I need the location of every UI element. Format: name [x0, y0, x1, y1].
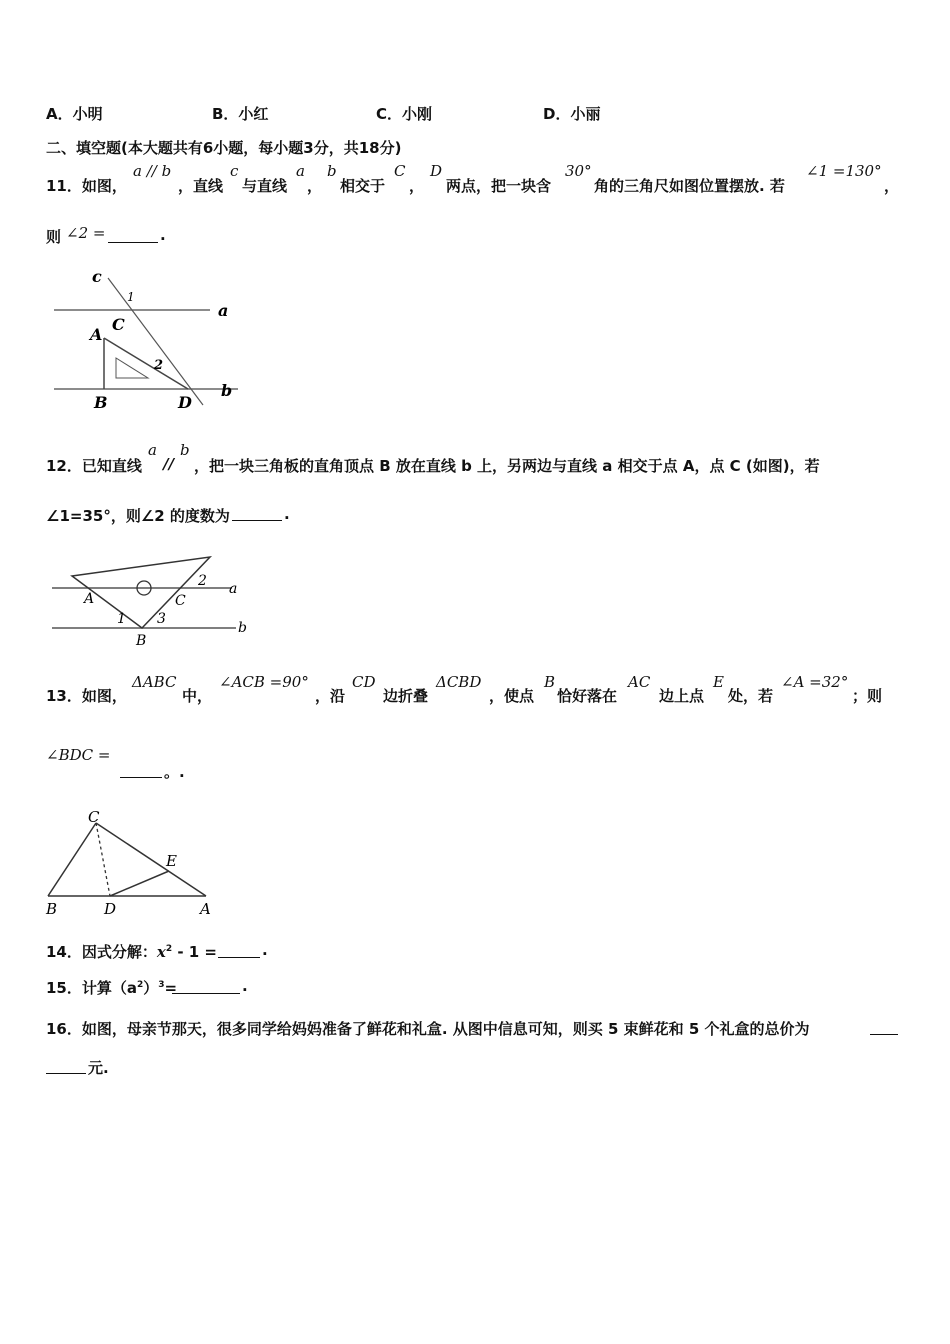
q13-text: 边折叠 — [383, 687, 429, 705]
q15-mid: ） — [143, 979, 159, 997]
q14-end: . — [262, 941, 268, 959]
q14-rest: - 1 = — [172, 943, 217, 961]
q14-exponent: 2 — [165, 944, 173, 954]
fig11-label-1: 1 — [127, 290, 135, 304]
triangle-hypotenuse — [104, 338, 188, 389]
q13-text: 中， — [182, 687, 213, 705]
fig12-label-C: C — [175, 593, 186, 609]
fig12-label-2: 2 — [198, 573, 207, 589]
fig11-label-D: D — [178, 393, 192, 412]
q11-number: 11．如图， — [46, 177, 127, 195]
fig13-label-D: D — [104, 900, 117, 918]
q13-text: ，使点 — [489, 687, 535, 705]
q12-math-b: b — [180, 441, 190, 459]
choice-d[interactable]: D．小丽 — [543, 105, 601, 123]
side-CA — [96, 823, 206, 896]
section-title: 二、填空题(本大题共有6小题，每小题3分，共18分) — [46, 139, 402, 157]
fig11-label-C: C — [112, 315, 125, 334]
segment-DE — [110, 871, 169, 896]
q11-figure — [48, 262, 248, 414]
fig11-label-a: a — [218, 301, 229, 320]
q16-line1: 16．如图，母亲节那天，很多同学给妈妈准备了鲜花和礼盒. 从图中信息可知，则买 5 束鲜花和 5 个礼盒的总价为 — [46, 1020, 810, 1038]
fig12-label-1: 1 — [117, 611, 126, 627]
q13-answer-blank[interactable] — [120, 761, 162, 780]
q13-math-B: B — [544, 673, 556, 691]
q11-math-angle2: ∠2 = — [66, 224, 106, 242]
q11-text: ，直线 — [178, 177, 224, 195]
q11-text: ， — [307, 177, 323, 195]
fig12-label-A: A — [84, 591, 95, 607]
fig11-label-b: b — [221, 381, 233, 400]
fig13-label-B: B — [46, 900, 58, 918]
q11-text: ， — [409, 177, 425, 195]
line-c — [108, 278, 203, 405]
q12-answer-blank[interactable] — [232, 504, 282, 523]
choice-b[interactable]: B．小红 — [212, 105, 269, 123]
q12-text: ，把一块三角板的直角顶点 B 放在直线 b 上，另两边与直线 a 相交于点 A，点 C (如图)，若 — [194, 457, 820, 475]
q11-text: 角的三角尺如图位置摆放. 若 — [594, 177, 785, 195]
fig13-label-E: E — [166, 852, 177, 870]
q15-end: . — [242, 977, 248, 995]
q16-line2-end: 元. — [88, 1059, 109, 1077]
q14-line — [46, 941, 217, 962]
q11-math-angle1: ∠1 =130° — [806, 162, 882, 180]
q13-end: 。. — [164, 763, 185, 781]
fig12-label-a: a — [229, 581, 238, 597]
q11-math-c: c — [230, 162, 239, 180]
q13-text: 恰好落在 — [557, 687, 618, 705]
q11-math-C: C — [394, 162, 406, 180]
q15-exponent-1: 2 — [137, 980, 144, 990]
fig13-label-C: C — [88, 808, 100, 826]
q11-text: 与直线 — [242, 177, 288, 195]
q11-math-30: 30° — [565, 162, 592, 180]
q14-text: 14．因式分解： — [46, 943, 157, 961]
q13-number: 13．如图， — [46, 687, 127, 705]
q13-text: ，沿 — [315, 687, 346, 705]
q11-text: ， — [884, 177, 900, 195]
fold-CD — [96, 823, 110, 896]
q15-exponent-2: 3 — [158, 980, 165, 990]
q13-figure — [42, 806, 222, 918]
q11-math-b: b — [327, 162, 337, 180]
q15-line — [46, 977, 177, 998]
q11-answer-blank[interactable] — [108, 226, 158, 245]
q16-answer-blank-2[interactable] — [46, 1057, 86, 1076]
fig11-label-B: B — [94, 393, 108, 412]
q13-math-angle: ∠ACB =90° — [219, 673, 309, 691]
q13-text: 处，若 — [728, 687, 774, 705]
q11-math-a: a — [296, 162, 305, 180]
q12-math-a: a — [148, 441, 157, 459]
fig12-label-3: 3 — [157, 611, 166, 627]
q13-text: ；则 — [852, 687, 883, 705]
q11-period: . — [160, 226, 166, 244]
q15-text: 15．计算（a — [46, 979, 137, 997]
fig13-label-A: A — [200, 900, 211, 918]
q12-figure — [48, 550, 258, 650]
q12-period: . — [284, 505, 290, 523]
q15-answer-blank[interactable] — [172, 977, 240, 996]
q14-answer-blank[interactable] — [218, 941, 260, 960]
choice-c[interactable]: C．小刚 — [376, 105, 433, 123]
q11-text: 两点，把一块含 — [446, 177, 552, 195]
q15-rest: = — [164, 979, 178, 997]
q14-expr: x — [156, 943, 166, 961]
q13-math-AC: AC — [628, 673, 651, 691]
q16-answer-blank-1[interactable] — [870, 1018, 898, 1037]
q12-number: 12．已知直线 — [46, 457, 142, 475]
choice-a[interactable]: A．小明 — [46, 105, 103, 123]
q13-math-CBD: ΔCBD — [436, 673, 482, 691]
q12-line2: ∠1=35°，则∠2 的度数为 — [46, 507, 230, 525]
fig11-label-c: c — [92, 267, 102, 286]
q11-math-D: D — [430, 162, 443, 180]
q13-math-E: E — [713, 673, 724, 691]
q12-math-parallel: // — [163, 455, 174, 473]
fig12-label-b: b — [238, 620, 247, 636]
q13-math-A: ∠A =32° — [781, 673, 849, 691]
fig11-label-2: 2 — [154, 358, 164, 373]
q11-text: 相交于 — [340, 177, 386, 195]
q13-math-BDC: ∠BDC = — [46, 746, 111, 764]
fig12-label-B: B — [136, 633, 147, 649]
q13-math-tri: ΔABC — [132, 673, 177, 691]
q11-then: 则 — [46, 228, 62, 246]
side-BC — [48, 823, 96, 896]
q13-text: 边上点 — [659, 687, 705, 705]
q11-math-parallel: a // b — [133, 162, 172, 180]
fig11-label-A: A — [90, 325, 103, 344]
q13-math-CD: CD — [352, 673, 376, 691]
